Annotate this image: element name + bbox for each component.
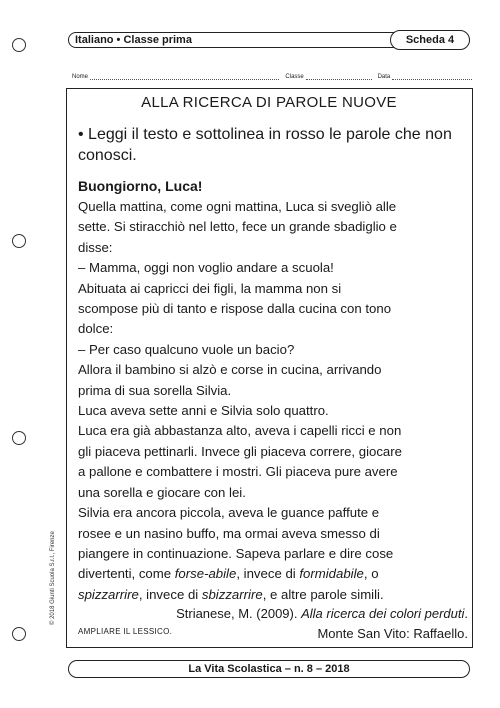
citation-author: Strianese, M. (2009). [176, 606, 302, 621]
date-field[interactable] [392, 73, 472, 80]
story-title: Buongiorno, Luca! [78, 178, 203, 194]
binder-hole-2 [12, 234, 26, 248]
story-line [78, 564, 470, 584]
story-line: Quella mattina, come ogni mattina, Luca si svegliò alle [78, 199, 397, 214]
story-fragment: , o [363, 566, 379, 582]
name-field[interactable] [90, 73, 279, 80]
skill-label: AMPLIARE IL LESSICO. [78, 627, 173, 636]
story-fragment: , invece di [138, 586, 202, 602]
story-line: Luca era già abbastanza alto, aveva i capelli ricci e non [78, 423, 402, 439]
student-fields [72, 68, 472, 80]
story-line: piangere in continuazione. Sapeva parlare e dire cose [78, 545, 394, 561]
name-label: Nome [72, 74, 89, 80]
story-fragment: , e altre parole simili. [262, 586, 384, 602]
story-line: scompose più di tanto e rispose dalla cucina con tono [78, 301, 392, 317]
story-line: dolce: [78, 321, 114, 337]
binder-hole-4 [12, 627, 26, 641]
story-fragment: , invece di [236, 566, 300, 582]
story-line: sette. Si stiracchiò nel letto, fece un grande sbadiglio e [78, 219, 397, 235]
real-word: formidabile [299, 566, 364, 582]
story-line: rosee e un nasino buffo, ma ormai aveva smesso di [78, 525, 380, 541]
footer-bar: La Vita Scolastica – n. 8 – 2018 [68, 660, 470, 678]
story-line: Luca aveva sette anni e Silvia solo quattro. [78, 403, 329, 419]
copyright-notice: © 2018 Giunti Scuola S.r.l., Firenze [50, 531, 56, 625]
story-line [78, 585, 470, 605]
citation-publisher: Monte San Vito: Raffaello. [317, 626, 468, 641]
citation-period: . [464, 606, 468, 621]
invented-word: spizzarrire [78, 586, 139, 602]
story-line: Allora il bambino si alzò e corse in cucina, arrivando [78, 362, 382, 378]
class-field[interactable] [306, 73, 372, 80]
story-line: una sorella e giocare con lei. [78, 484, 246, 500]
story-line: gli piaceva pettinarli. Invece gli piaceva correre, giocare [78, 443, 402, 459]
instruction-text: • Leggi il testo e sottolinea in rosso le parole che non conosci. [78, 126, 452, 164]
class-label: Classe [285, 74, 304, 80]
citation-book-title: Alla ricerca dei colori perduti [301, 606, 465, 621]
page-title: ALLA RICERCA DI PAROLE NUOVE [141, 94, 397, 111]
citation-line-1 [176, 604, 468, 624]
date-label: Data [377, 74, 391, 80]
binder-hole-3 [12, 431, 26, 445]
story-line: – Per caso qualcuno vuole un bacio? [78, 341, 295, 357]
citation [176, 604, 468, 644]
story-fragment: divertenti, come [78, 566, 175, 582]
story-line: Abituata ai capricci dei figli, la mamma non si [78, 280, 342, 296]
binder-hole-1 [12, 38, 26, 52]
story-line: a pallone e combattere i mostri. Gli piaceva pure avere [78, 464, 398, 480]
real-word: sbizzarrire [201, 586, 263, 602]
subject-label: Italiano • Classe prima [75, 34, 192, 46]
sheet-number-badge: Scheda 4 [390, 30, 470, 50]
invented-word: forse-abile [174, 566, 237, 582]
story-line: disse: [78, 239, 113, 255]
story-line: prima di sua sorella Silvia. [78, 382, 232, 398]
story-text [78, 197, 470, 605]
story-line: – Mamma, oggi non voglio andare a scuola! [78, 260, 334, 276]
story-line: Silvia era ancora piccola, aveva le guance paffute e [78, 505, 380, 521]
